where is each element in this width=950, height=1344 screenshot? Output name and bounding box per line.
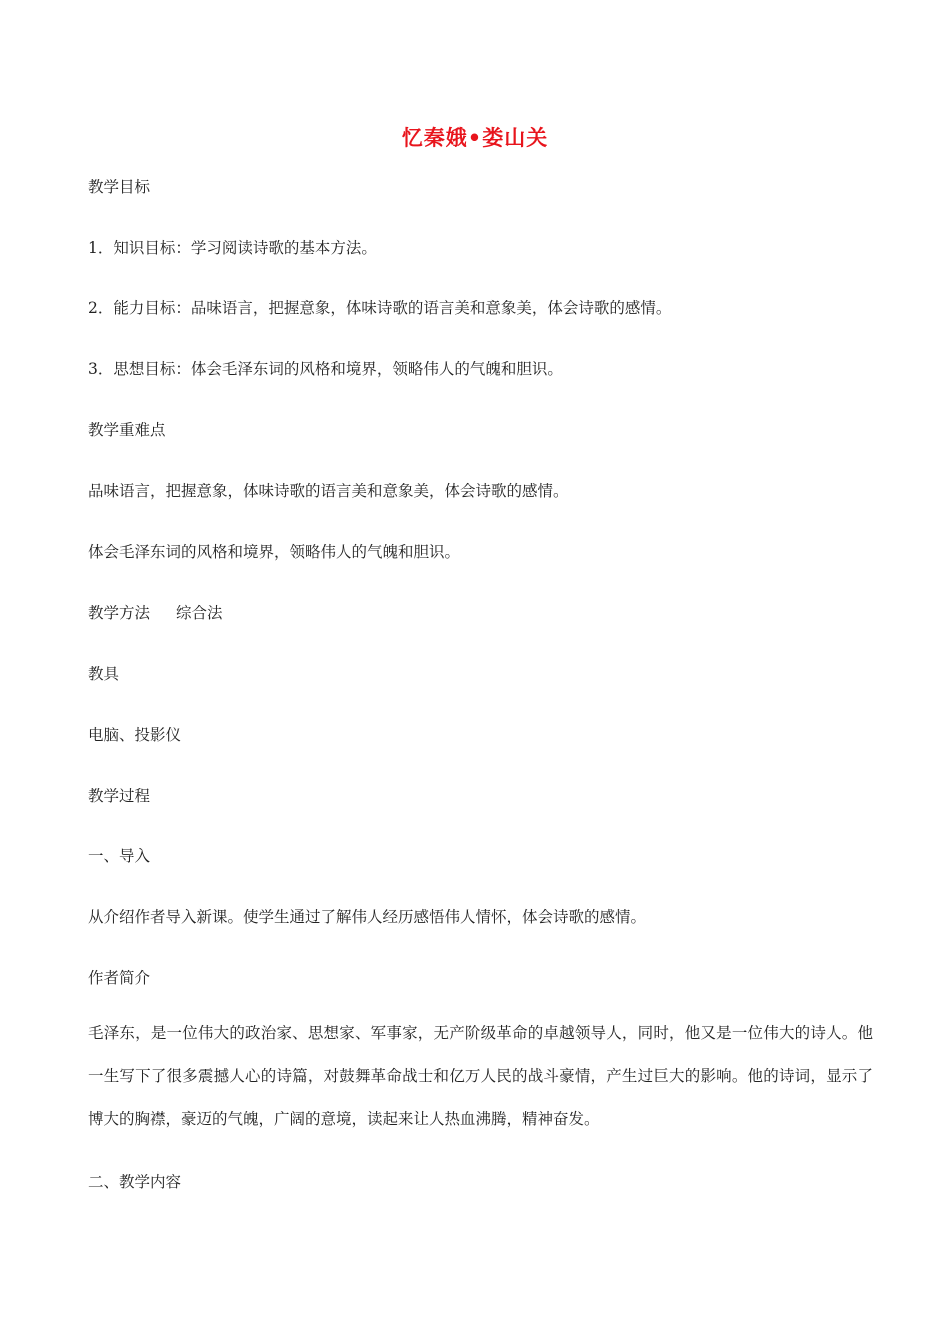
tools-text: 电脑、投影仪	[88, 726, 182, 744]
objective-item-3: 3．思想目标：体会毛泽东词的风格和境界，领略伟人的气魄和胆识。	[88, 360, 563, 378]
intro-heading: 一、导入	[88, 847, 151, 865]
key-point-item-2: 体会毛泽东词的风格和境界，领略伟人的气魄和胆识。	[88, 543, 461, 561]
document-title: 忆秦娥•娄山关	[401, 126, 549, 150]
method-value: 综合法	[176, 604, 223, 622]
objective-item-1: 1．知识目标：学习阅读诗歌的基本方法。	[88, 239, 377, 257]
intro-text: 从介绍作者导入新课。使学生通过了解伟人经历感悟伟人情怀，体会诗歌的感情。	[88, 908, 647, 926]
method-line	[88, 603, 223, 623]
key-point-item-1: 品味语言，把握意象，体味诗歌的语言美和意象美，体会诗歌的感情。	[88, 482, 569, 500]
objectives-heading: 教学目标	[88, 178, 151, 196]
author-text: 毛泽东，是一位伟大的政治家、思想家、军事家，无产阶级革命的卓越领导人，同时，他又是一位伟大的诗人。他一生写下了很多震撼人心的诗篇，对鼓舞革命战士和亿万人民的战斗豪情，产生过巨大的影响。他的诗词，显示了博大的胸襟，豪迈的气魄，广阔的意境，读起来让人热血沸腾，精神奋发。	[88, 1024, 873, 1128]
author-heading: 作者简介	[88, 969, 151, 987]
tools-heading: 教具	[88, 665, 120, 683]
objective-item-2: 2．能力目标：品味语言，把握意象，体味诗歌的语言美和意象美，体会诗歌的感情。	[88, 299, 672, 317]
content-heading: 二、教学内容	[88, 1173, 182, 1191]
method-label: 教学方法	[88, 604, 151, 622]
key-points-heading: 教学重难点	[88, 421, 166, 439]
process-heading: 教学过程	[88, 787, 151, 805]
